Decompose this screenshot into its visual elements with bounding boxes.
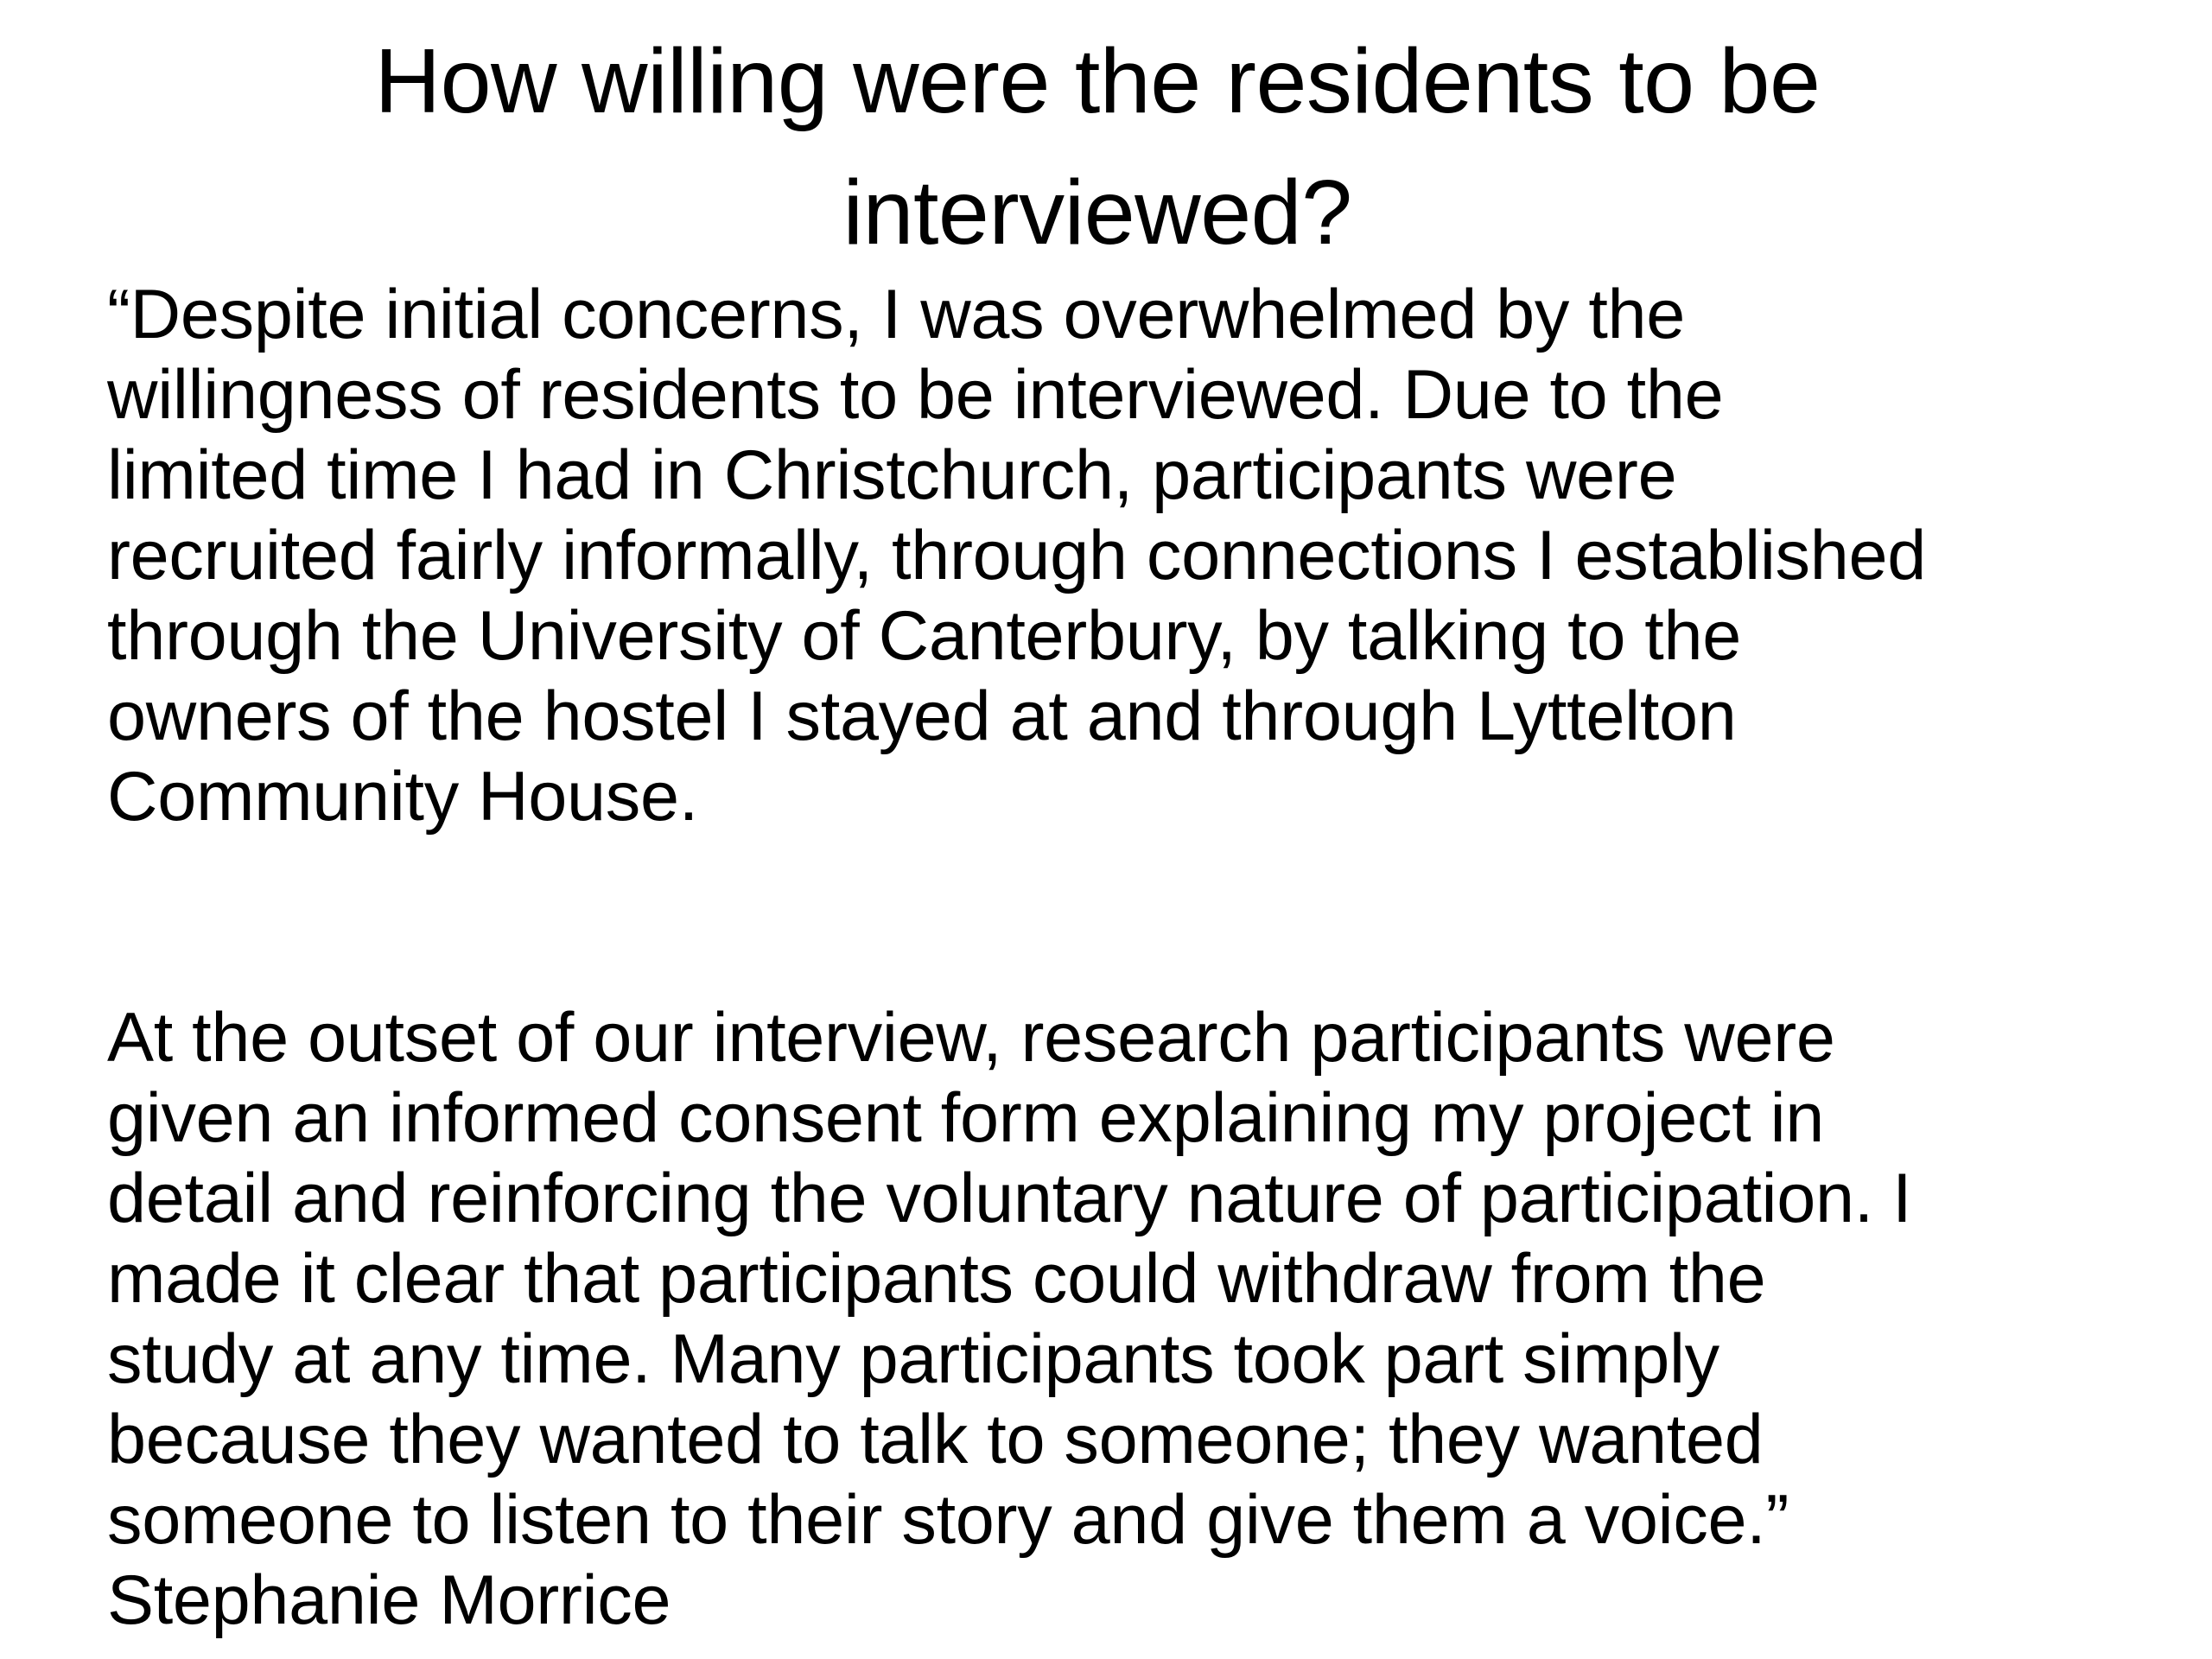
body-line: because they wanted to talk to someone; they wanted bbox=[107, 1401, 1764, 1478]
title-line: interviewed? bbox=[842, 162, 1352, 264]
body-line: limited time I had in Christchurch, participants were bbox=[107, 436, 1677, 514]
quote-attribution: Stephanie Morrice bbox=[107, 1561, 671, 1639]
body-line: owners of the hostel I stayed at and through Lyttelton bbox=[107, 677, 1737, 755]
body-line: given an informed consent form explaining my project in bbox=[107, 1079, 1825, 1157]
body-line: Community House. bbox=[107, 758, 698, 836]
body-line: willingness of residents to be interviewed. Due to the bbox=[107, 356, 1724, 434]
quote-paragraph-2 bbox=[107, 998, 2190, 1641]
body-line: “Despite initial concerns, I was overwhelmed by the bbox=[107, 276, 1686, 353]
body-line: detail and reinforcing the voluntary nature of participation. I bbox=[107, 1160, 1912, 1237]
quote-paragraph-1 bbox=[107, 275, 2190, 837]
body-line: study at any time. Many participants took part simply bbox=[107, 1320, 1719, 1398]
slide-body bbox=[107, 275, 2190, 1641]
slide-title bbox=[225, 16, 1970, 278]
title-line: How willing were the residents to be bbox=[374, 30, 1821, 132]
body-line: someone to listen to their story and give them a voice.” bbox=[107, 1481, 1789, 1559]
body-line: recruited fairly informally, through connections I established bbox=[107, 517, 1926, 594]
body-line: made it clear that participants could withdraw from the bbox=[107, 1240, 1766, 1318]
body-line: At the outset of our interview, research participants were bbox=[107, 999, 1835, 1077]
body-line: through the University of Canterbury, by talking to the bbox=[107, 597, 1741, 675]
